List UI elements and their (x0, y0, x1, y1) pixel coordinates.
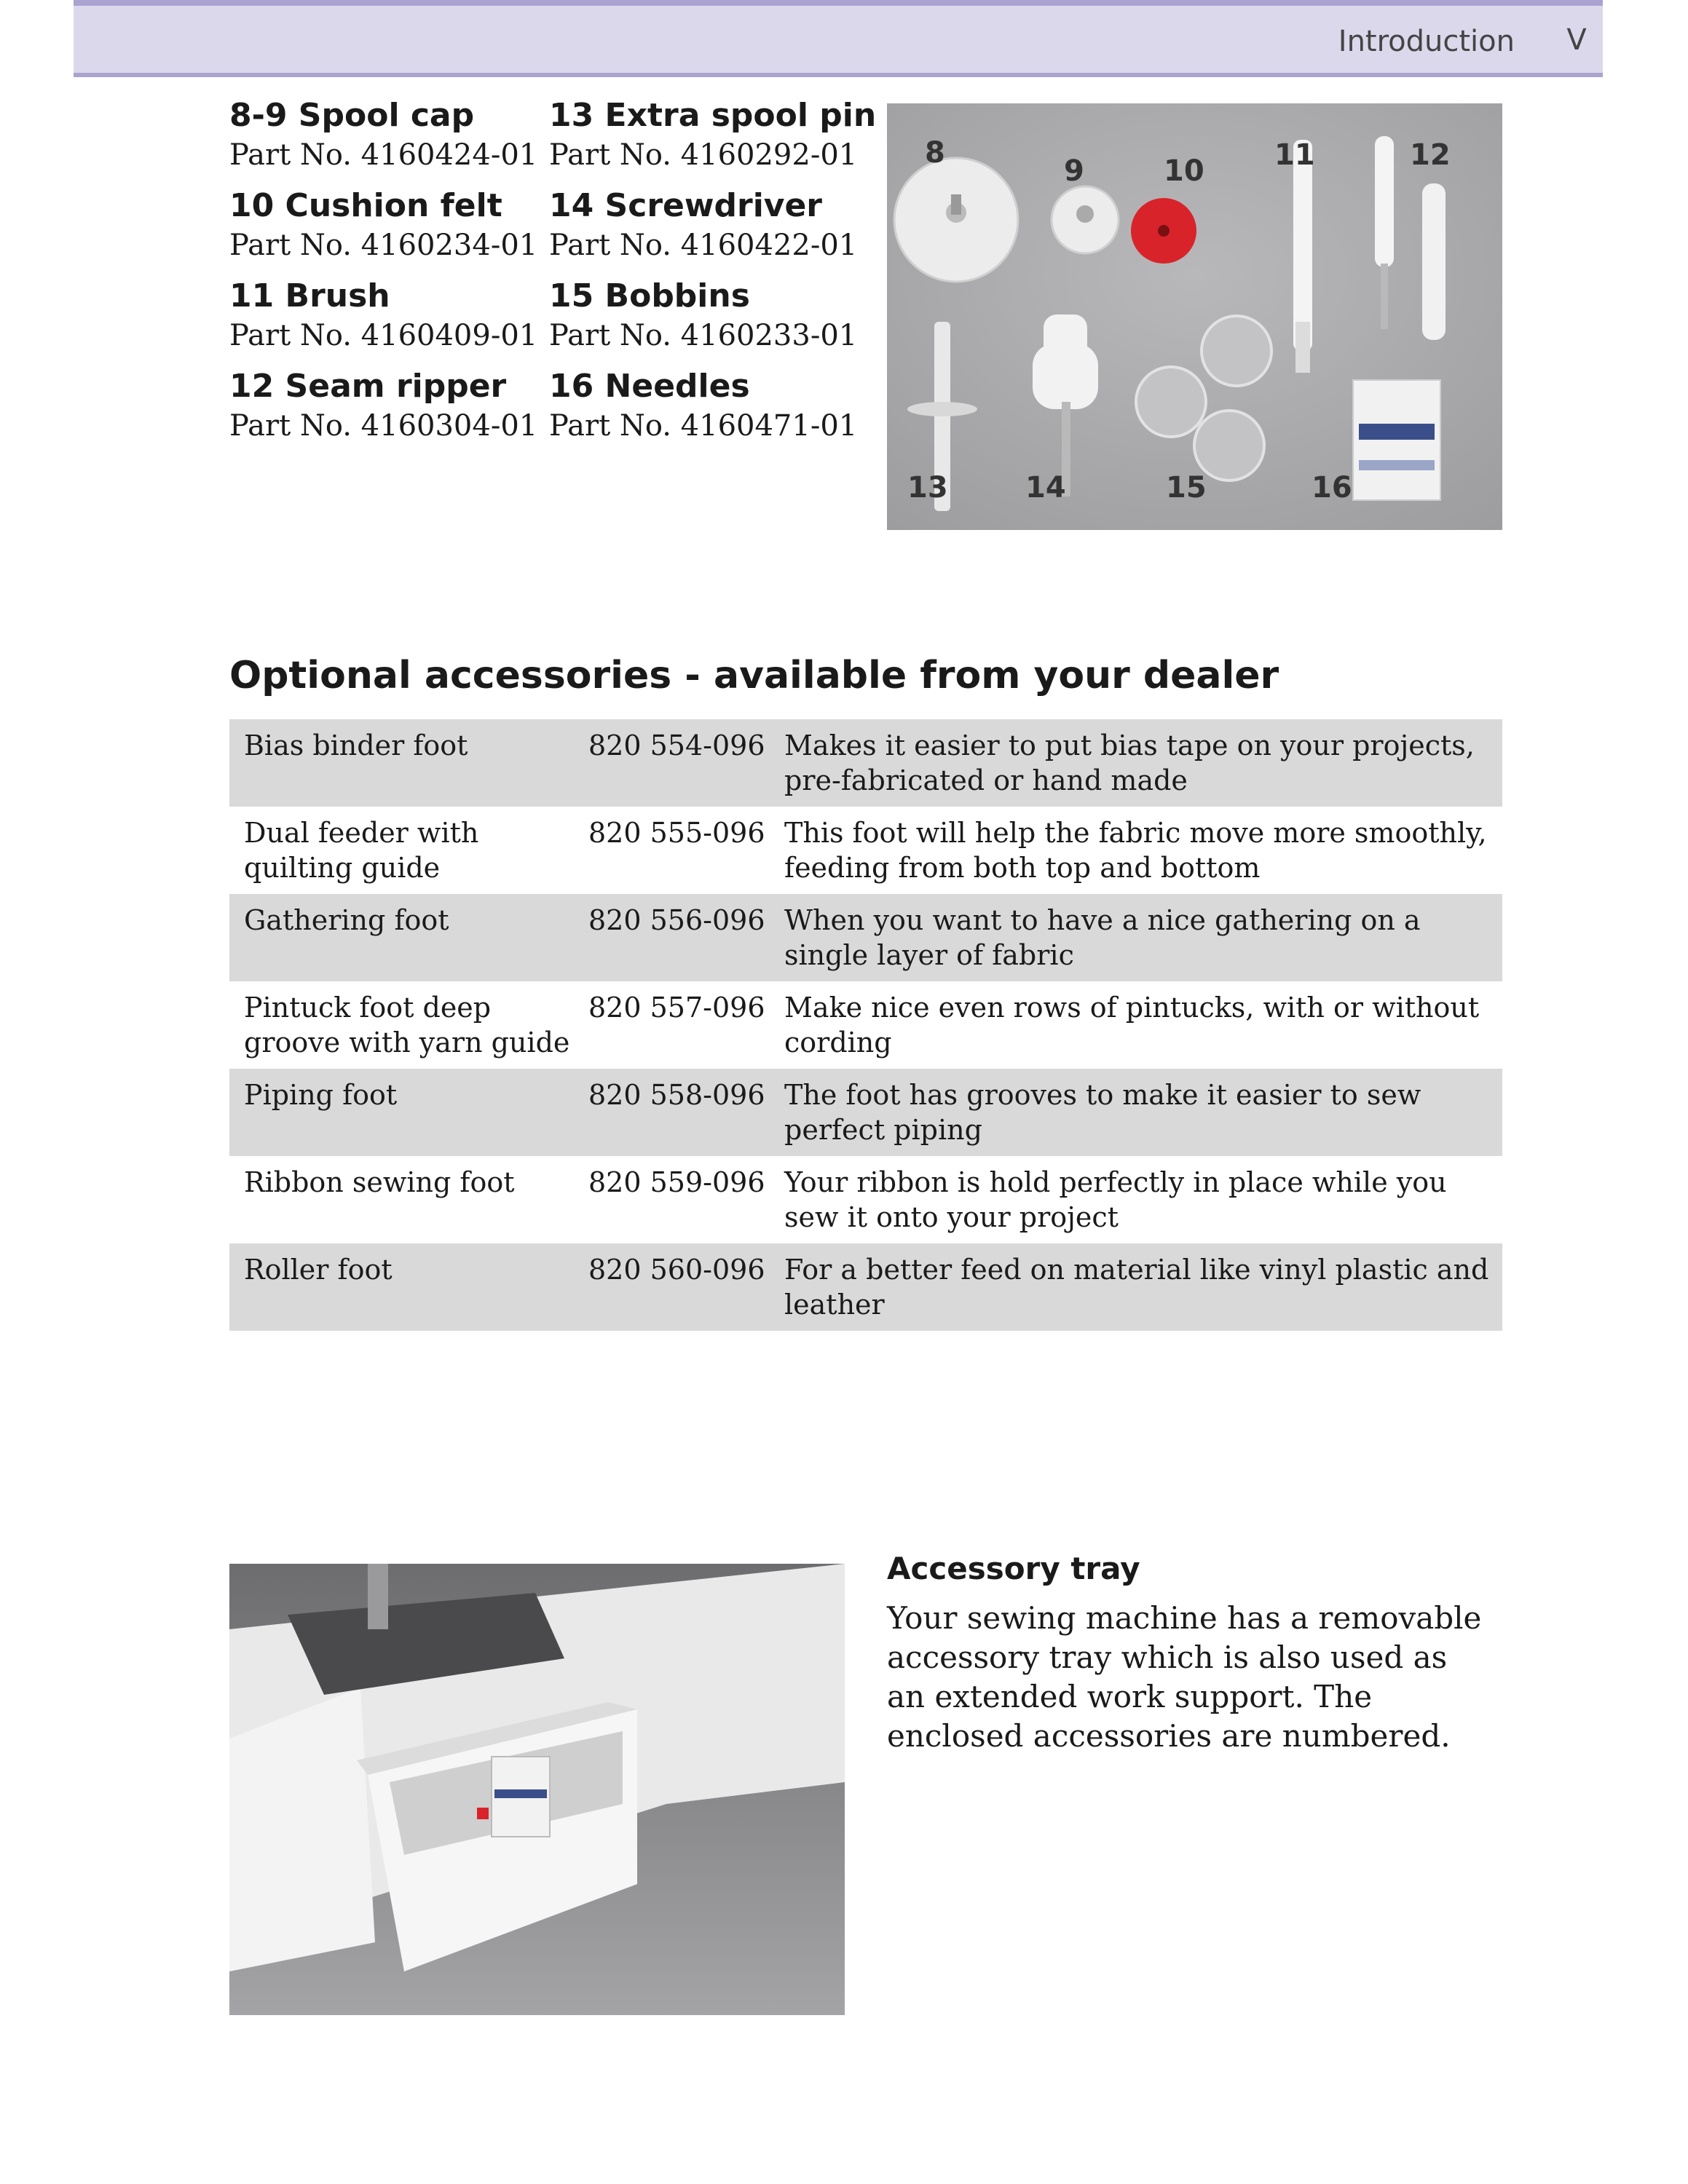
accessory-name: Roller foot (244, 1254, 393, 1286)
part-item (549, 367, 884, 457)
part-item (229, 96, 564, 186)
table-row (229, 807, 1502, 894)
accessory-description: Make nice even rows of pintucks, with or without cording (784, 992, 1480, 1059)
accessory-tray-photo (229, 1564, 845, 2015)
part-number: Part No. 4160304-01 (229, 409, 538, 443)
part-number: Part No. 4160234-01 (229, 229, 538, 262)
accessory-description: Makes it easier to put bias tape on your projects, pre-fabricated or hand made (784, 729, 1475, 796)
photo-label-13: 13 (907, 471, 948, 505)
table-row (229, 1243, 1502, 1331)
accessory-part-number: 820 555-096 (588, 817, 765, 849)
accessory-part-number: 820 560-096 (588, 1254, 765, 1286)
accessory-name: Gathering foot (244, 904, 449, 936)
photo-label-16: 16 (1312, 471, 1352, 505)
accessories-photo (887, 103, 1502, 530)
part-number: Part No. 4160424-01 (229, 138, 538, 172)
section-heading: Optional accessories - available from your dealer (229, 654, 1279, 697)
accessory-part-number: 820 559-096 (588, 1166, 765, 1198)
parts-list-left (229, 96, 564, 457)
table-row (229, 1069, 1502, 1156)
accessory-part-number: 820 557-096 (588, 992, 765, 1024)
photo-label-10: 10 (1164, 154, 1204, 188)
part-item (229, 186, 564, 277)
photo-label-14: 14 (1025, 471, 1066, 505)
part-number: Part No. 4160292-01 (549, 138, 858, 172)
table-row (229, 1156, 1502, 1243)
part-name: 13 Extra spool pin (549, 97, 877, 134)
photo-label-15: 15 (1166, 471, 1207, 505)
part-item (549, 277, 884, 367)
accessory-description: When you want to have a nice gathering on a single layer of fabric (784, 904, 1421, 971)
accessory-part-number: 820 556-096 (588, 904, 765, 936)
accessory-tray-illustration (229, 1564, 845, 2015)
part-number: Part No. 4160233-01 (549, 319, 858, 352)
accessory-description: This foot will help the fabric move more smoothly, feeding from both top and bottom (784, 817, 1487, 884)
part-name: 14 Screwdriver (549, 187, 823, 224)
accessory-tray-text: Your sewing machine has a removable accessory tray which is also used as an extended work support. The enclosed accessories are numbered. (887, 1600, 1482, 1754)
accessories-table (229, 719, 1502, 1331)
part-name: 8-9 Spool cap (229, 97, 475, 134)
accessory-name: Piping foot (244, 1079, 398, 1111)
photo-label-8: 8 (925, 136, 945, 170)
accessory-description: For a better feed on material like vinyl plastic and leather (784, 1254, 1489, 1321)
accessory-name: Bias binder foot (244, 729, 468, 761)
accessory-tray-title: Accessory tray (887, 1551, 1140, 1586)
part-item (229, 367, 564, 457)
accessory-name: Pintuck foot deep groove with yarn guide (244, 992, 570, 1059)
part-number: Part No. 4160422-01 (549, 229, 858, 262)
part-name: 10 Cushion felt (229, 187, 502, 224)
table-row (229, 719, 1502, 807)
accessory-part-number: 820 558-096 (588, 1079, 765, 1111)
photo-label-11: 11 (1274, 138, 1315, 172)
part-name: 16 Needles (549, 368, 750, 405)
accessory-part-number: 820 554-096 (588, 729, 765, 761)
part-name: 12 Seam ripper (229, 368, 507, 405)
accessory-description: The foot has grooves to make it easier to sew perfect piping (784, 1079, 1421, 1146)
table-row (229, 981, 1502, 1069)
part-item (229, 277, 564, 367)
part-name: 11 Brush (229, 277, 390, 314)
part-item (549, 186, 884, 277)
part-number: Part No. 4160409-01 (229, 319, 538, 352)
header-section-title: Introduction (1338, 25, 1515, 58)
part-name: 15 Bobbins (549, 277, 750, 314)
accessory-description: Your ribbon is hold perfectly in place while you sew it onto your project (784, 1166, 1447, 1233)
accessory-name: Dual feeder with quilting guide (244, 817, 479, 884)
table-row (229, 894, 1502, 981)
accessory-name: Ribbon sewing foot (244, 1166, 515, 1198)
part-item (549, 96, 884, 186)
parts-list-right (549, 96, 884, 457)
photo-label-9: 9 (1064, 154, 1084, 188)
page-number: V (1566, 23, 1587, 57)
part-number: Part No. 4160471-01 (549, 409, 858, 443)
photo-label-12: 12 (1410, 138, 1451, 172)
